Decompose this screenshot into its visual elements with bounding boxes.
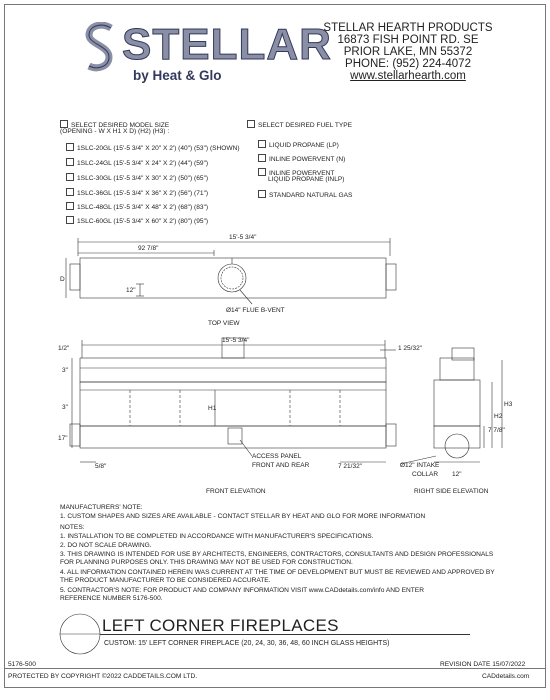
fuel-option-lp[interactable]: LIQUID PROPANE (LP) — [258, 140, 339, 150]
company-name: STELLAR HEARTH PRODUCTS — [323, 22, 493, 34]
fuel-type-heading: SELECT DESIRED FUEL TYPE — [247, 120, 352, 130]
intake-label: Ø12" INTAKE — [400, 462, 440, 469]
dim-12b: 12" — [452, 471, 462, 478]
model-size-subheading: (OPENING - W X H1 X D) (H2) (H3) : — [60, 128, 170, 135]
dim-5-8: 5/8" — [95, 463, 107, 470]
company-website-link[interactable]: www.stellarhearth.com — [350, 70, 466, 82]
note-line-5: 4. ALL INFORMATION CONTAINED HEREIN WAS CURRENT AT THE TIME OF DEVELOPMENT BUT MUST BE REVIEWED AND APPROVED BY — [60, 569, 495, 576]
notes-heading: NOTES: — [60, 524, 85, 531]
fuel-option-natural-gas[interactable]: STANDARD NATURAL GAS — [258, 190, 352, 200]
right-side-title: RIGHT SIDE ELEVATION — [414, 488, 489, 495]
note-line-7: 5. CONTRACTOR'S NOTE: FOR PRODUCT AND COMPANY INFORMATION VISIT www.CADdetails.com/info AND ENTER — [60, 587, 424, 594]
model-option-6[interactable]: 1SLC-60GL (15'-5 3/4" X 60" X 2') (80") (95") — [66, 216, 208, 226]
top-inner-dim: 92 7/8" — [138, 245, 159, 252]
model-option-5[interactable]: 1SLC-48GL (15'-5 3/4" X 48" X 2') (68") (83") — [66, 202, 208, 212]
drawing-subtitle: CUSTOM: 15' LEFT CORNER FIREPLACE (20, 24, 30, 36, 48, 60 INCH GLASS HEIGHTS) — [104, 640, 390, 647]
note-line-8: REFERENCE NUMBER 5176-500. — [60, 595, 163, 602]
note-line-4: FOR PLANNING PURPOSES ONLY. THIS DRAWING MAY NOT BE USED FOR CONSTRUCTION. — [60, 559, 353, 566]
collar-label: COLLAR — [412, 471, 439, 478]
caddetails-link[interactable]: CADdetails.com — [482, 673, 530, 680]
dim-17: 17" — [58, 435, 68, 442]
company-address-1: 16873 FISH POINT RD. SE — [337, 34, 479, 46]
h2-label: H2 — [494, 413, 503, 420]
flue-label: Ø14" FLUE B-VENT — [226, 307, 285, 314]
mfr-note-heading: MANUFACTURERS' NOTE: — [60, 504, 143, 511]
model-size-heading: SELECT DESIRED MODEL SIZE — [60, 120, 169, 130]
front-elevation-title: FRONT ELEVATION — [206, 488, 266, 495]
fuel-option-inline-n[interactable]: INLINE POWERVENT (N) — [258, 154, 345, 164]
access-panel-label: ACCESS PANEL — [252, 453, 302, 460]
front-width-dim: 15'-5 3/4" — [222, 337, 250, 344]
top-view-title: TOP VIEW — [208, 320, 240, 327]
dim-7-7-8: 7 7/8" — [488, 427, 505, 434]
fuel-option-inline-lp-line2: LIQUID PROPANE (INLP) — [268, 176, 345, 183]
depth-label: D — [60, 276, 65, 283]
company-address-2: PRIOR LAKE, MN 55372 — [343, 46, 473, 58]
mfr-note-1: 1. CUSTOM SHAPES AND SIZES ARE AVAILABLE - CONTACT STELLAR BY HEAT AND GLO FOR MORE INFORMATION — [60, 513, 426, 520]
model-option-4[interactable]: 1SLC-36GL (15'-5 3/4" X 36" X 2') (56") (71") — [66, 188, 208, 198]
stellar-wordmark: STELLAR — [122, 20, 332, 69]
dim-3b: 3" — [62, 404, 68, 411]
copyright-notice: PROTECTED BY COPYRIGHT ©2022 CADDETAILS.COM LTD. — [8, 673, 198, 680]
h1-label: H1 — [208, 405, 217, 412]
revision-date: REVISION DATE 15/07/2022 — [440, 661, 526, 668]
dim-1-25-32: 1 25/32" — [398, 345, 422, 352]
dim-3a: 3" — [62, 367, 68, 374]
company-phone: PHONE: (952) 224-4072 — [345, 58, 471, 70]
reference-number: 5176-500 — [8, 661, 36, 668]
note-line-3: 3. THIS DRAWING IS INTENDED FOR USE BY ARCHITECTS, ENGINEERS, CONTRACTORS, CONSULTANTS AND DESIGN PROFESSIONALS — [60, 551, 494, 558]
model-option-2[interactable]: 1SLC-24GL (15'-5 3/4" X 24" X 2') (44") (59") — [66, 158, 208, 168]
h3-label: H3 — [504, 401, 513, 408]
dim-12: 12" — [126, 287, 136, 294]
dim-7-21-32: 7 21/32" — [338, 463, 362, 470]
title-circle — [58, 612, 102, 656]
fuel-option-inline-lp[interactable]: INLINE POWERVENT — [258, 168, 334, 178]
brand-subtitle: by Heat & Glo — [133, 68, 222, 83]
note-line-2: 2. DO NOT SCALE DRAWING. — [60, 542, 152, 549]
model-option-3[interactable]: 1SLC-30GL (15'-5 3/4" X 30" X 2') (50") (65") — [66, 173, 208, 183]
note-line-6: THE PRODUCT MANUFACTURER TO BE CONSIDERED ACCURATE. — [60, 577, 271, 584]
drawing-title: LEFT CORNER FIREPLACES — [102, 616, 339, 635]
front-rear-label: FRONT AND REAR — [252, 462, 310, 469]
model-option-1[interactable]: 1SLC-20GL (15'-5 3/4" X 20" X 2') (40") (53") (SHOWN) — [66, 143, 240, 153]
note-line-1: 1. INSTALLATION TO BE COMPLETED IN ACCORDANCE WITH MANUFACTURER'S SPECIFICATIONS. — [60, 533, 374, 540]
dim-half: 1/2" — [58, 345, 70, 352]
top-width-dim: 15'-5 3/4" — [229, 234, 257, 241]
footer-divider — [4, 668, 545, 669]
